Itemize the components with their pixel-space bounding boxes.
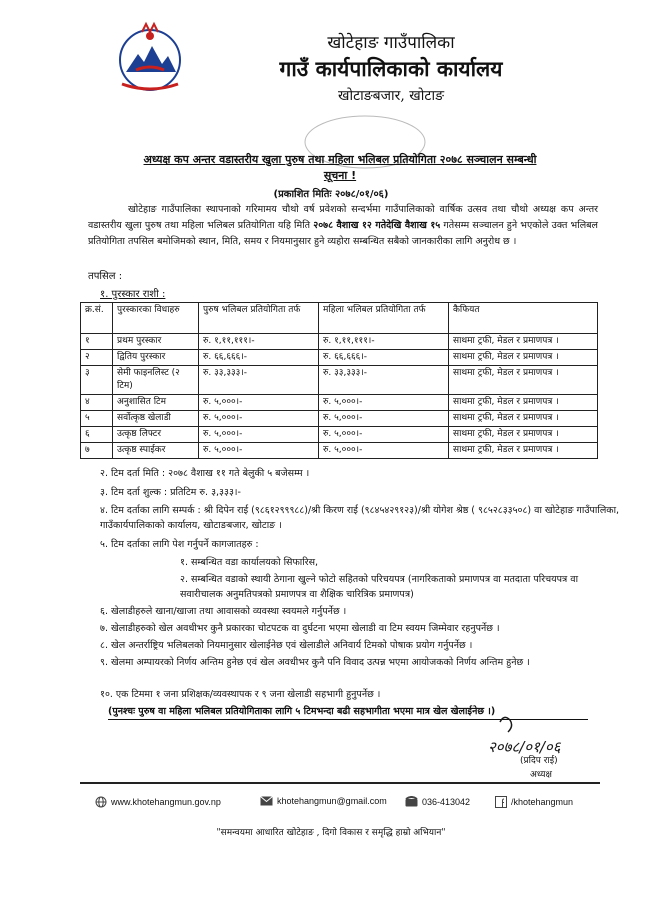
facebook-icon <box>495 796 507 808</box>
cell: रु. ५,०००।- <box>319 443 449 459</box>
item-umpire: ९. खेलमा अम्पायरको निर्णय अन्तिम हुनेछ एवं खेल अवधीभर कुनै पनि विवाद उत्पन्न भएमा आयोजकको निर्णय अन्तिम हुनेछ । <box>100 657 530 668</box>
email-text: khotehangmun@gmail.com <box>277 796 387 806</box>
intro-text-2: गतेसम्म सञ्चालन हुने भएकोले उक्त भलिबल प्रतियोगिता तपसिल बमोजिमको स्थान, मिति, समय र नियमानुसार हुने व्यहोरा सम्बन्धित सबैको जानकारीका लागि अनुरोध छ । <box>88 220 598 247</box>
office-name: गाउँ कार्यपालिकाको कार्यालय <box>279 56 503 81</box>
notice-heading: सूचना ! <box>323 169 357 182</box>
cell: साथमा ट्रफी, मेडल र प्रमाणपत्र । <box>449 350 598 366</box>
header-women: महिला भलिबल प्रतियोगिता तर्फ <box>319 303 449 334</box>
footer-website[interactable] <box>95 796 221 808</box>
cell: साथमा ट्रफी, मेडल र प्रमाणपत्र । <box>449 411 598 427</box>
cell: २ <box>81 350 113 366</box>
item-registration-fee: ३. टिम दर्ता शुल्क : प्रतिटिम रु. ३,३३३।- <box>100 487 241 498</box>
cell: रु. १,११,१११।- <box>199 334 319 350</box>
table-row <box>81 427 598 443</box>
cell: रु. ५,०००।- <box>319 427 449 443</box>
subject-line: अध्यक्ष कप अन्तर वडास्तरीय खुला पुरुष तथा महिला भलिबल प्रतियोगिता २०७८ सञ्चालन सम्बन्धी <box>143 153 537 166</box>
cell: प्रथम पुरस्कार <box>113 334 199 350</box>
table-row <box>81 411 598 427</box>
cell: साथमा ट्रफी, मेडल र प्रमाणपत्र । <box>449 334 598 350</box>
table-row <box>81 334 598 350</box>
cell: उत्कृष्ठ लिफ्टर <box>113 427 199 443</box>
signatory-title: अध्यक्ष <box>530 770 552 780</box>
footer-phone[interactable] <box>405 796 470 807</box>
footer-email[interactable] <box>260 796 387 806</box>
signature-handwriting: २०७८/०१/०६ <box>488 738 561 756</box>
postscript-note: (पुनश्चः पुरुष वा महिला भलिबल प्रतियोगिताका लागि ५ टिमभन्दा बढी सहभागीता भएमा मात्र खेल खेलाईनेछ ।) <box>108 704 588 720</box>
cell: ६ <box>81 427 113 443</box>
cell: ७ <box>81 443 113 459</box>
cell: द्वितिय पुरस्कार <box>113 350 199 366</box>
item-documents-2: २. सम्बन्धित वडाको स्थायी ठेगाना खुल्ने फोटो सहितको परिचयपत्र (नागरिकताको प्रमाणपत्र वा मतदाता परिचयपत्र वा सवारीचालक अनुमतिपत्रको प्रमाणपत्र वा शैक्षिक चारित्रिक प्रमाणपत्र) <box>180 574 579 600</box>
item-team-size: १०. एक टिममा १ जना प्रशिक्षक/व्यवस्थापक र ९ जना खेलाडी सहभागी हुनुपर्नेछ । <box>100 689 381 700</box>
cell: सर्वोत्कृष्ठ खेलाडी <box>113 411 199 427</box>
footer-facebook[interactable] <box>495 796 573 808</box>
cell: रु. ३३,३३३।- <box>199 366 319 395</box>
cell: साथमा ट्रफी, मेडल र प्रमाणपत्र । <box>449 395 598 411</box>
municipality-name: खोटेहाङ गाउँपालिका <box>327 33 455 53</box>
slogan: "समन्वयमा आधारित खोटेहाङ , दिगो विकास र समृद्धि हाम्रो अभियान" <box>216 828 446 838</box>
item-registration-date: २. टिम दर्ता मिति : २०७८ वैशाख ११ गते बेलुकी ५ बजेसम्म । <box>100 468 310 479</box>
item-documents: ५. टिम दर्ताका लागि पेश गर्नुपर्ने कागजातहरु : <box>100 539 259 550</box>
cell: ५ <box>81 411 113 427</box>
item-contact: ४. टिम दर्ताका लागि सम्पर्क : श्री दिपेन राई (९८६१२९९९८८)/श्री किरण राई (९८४५४२९१२३)/श्री योगेश श्रेष्ठ ( ९८५२८३३५०८) वा खोटेहाङ गाउँपालिका, गाउँकार्यपालिकाको कार्यालय, खोटाङबजार, खोटाङ । <box>100 505 620 531</box>
table-row <box>81 366 598 395</box>
cell: रु. ३३,३३३।- <box>319 366 449 395</box>
cell: सेमी फाइनलिस्ट (२ टिम) <box>113 366 199 395</box>
phone-icon <box>405 796 418 807</box>
cell: रु. ५,०००।- <box>319 395 449 411</box>
footer-divider <box>80 782 600 784</box>
table-row <box>81 350 598 366</box>
table-header-row <box>81 303 598 334</box>
table-row <box>81 395 598 411</box>
signatory-name: (प्रदिप राई) <box>520 756 558 766</box>
cell: ३ <box>81 366 113 395</box>
prize-table <box>80 302 598 459</box>
envelope-icon <box>260 796 273 806</box>
item-food-lodging: ६. खेलाडीहरुले खाना/खाजा तथा आवासको व्यवस्था स्वयमले गर्नुपर्नेछ । <box>100 606 347 617</box>
header-sn: क्र.सं. <box>81 303 113 334</box>
tapasil-label: तपसिल : <box>88 271 123 282</box>
item-injury: ७. खेलाडीहरुको खेल अवधीभर कुनै प्रकारका चोटपटक वा दुर्घटना भएमा खेलाडी वा टिम स्वयम जिम्मेवार रहनुपर्नेछ । <box>100 623 500 634</box>
intro-text-1: खोटेहाङ गाउँपालिका स्थापनाको गरिमामय चौथो वर्ष प्रवेशको सन्दर्भमा गाउँपालिकाको वार्षिक उत्सव तथा चौथो अध्यक्ष कप अन्तर वडास्तरीय खुला पुरुष तथा महिला भलिबल प्रतियोगिता यहि मिति <box>88 204 598 231</box>
intro-paragraph <box>88 202 598 250</box>
cell: रु. ५,०००।- <box>199 427 319 443</box>
published-date: (प्रकाशित मितिः २०७८/०१/०६) <box>273 189 389 200</box>
office-address: खोटाङबजार, खोटाङ <box>338 88 444 104</box>
header-remarks: कैफियत <box>449 303 598 334</box>
prize-section-title: १. पुरस्कार राशी : <box>100 289 166 300</box>
cell: रु. ६६,६६६।- <box>199 350 319 366</box>
facebook-text: /khotehangmun <box>511 797 574 807</box>
cell: रु. ५,०००।- <box>199 395 319 411</box>
intro-date-range: २०७८ वैशाख १२ गतेदेखि वैशाख १५ <box>313 220 441 231</box>
phone-text: 036-413042 <box>422 796 471 807</box>
cell: ४ <box>81 395 113 411</box>
cell: साथमा ट्रफी, मेडल र प्रमाणपत्र । <box>449 443 598 459</box>
cell: रु. ५,०००।- <box>319 411 449 427</box>
item-rules: ८. खेल अन्तर्राष्ट्रिय भलिबलको नियमानुसार खेलाईनेछ एवं खेलाडीले अनिवार्य टिमको पोषाक प्रयोग गर्नुपर्नेछ । <box>100 640 473 651</box>
cell: साथमा ट्रफी, मेडल र प्रमाणपत्र । <box>449 427 598 443</box>
cell: अनुशासित टिम <box>113 395 199 411</box>
item-documents-1: १. सम्बन्धित वडा कार्यालयको सिफारिस, <box>180 557 319 568</box>
cell: रु. ५,०००।- <box>199 443 319 459</box>
cell: रु. ६६,६६६।- <box>319 350 449 366</box>
header-men: पुरुष भलिबल प्रतियोगिता तर्फ <box>199 303 319 334</box>
notice-subject <box>100 152 580 184</box>
cell: रु. ५,०००।- <box>199 411 319 427</box>
header-category: पुरस्कारका विधाहरु <box>113 303 199 334</box>
cell: रु. १,११,१११।- <box>319 334 449 350</box>
website-text: www.khotehangmun.gov.np <box>111 797 221 807</box>
cell: उत्कृष्ठ स्पाईकर <box>113 443 199 459</box>
globe-icon <box>95 796 107 808</box>
cell: १ <box>81 334 113 350</box>
table-row <box>81 443 598 459</box>
cell: साथमा ट्रफी, मेडल र प्रमाणपत्र । <box>449 366 598 395</box>
